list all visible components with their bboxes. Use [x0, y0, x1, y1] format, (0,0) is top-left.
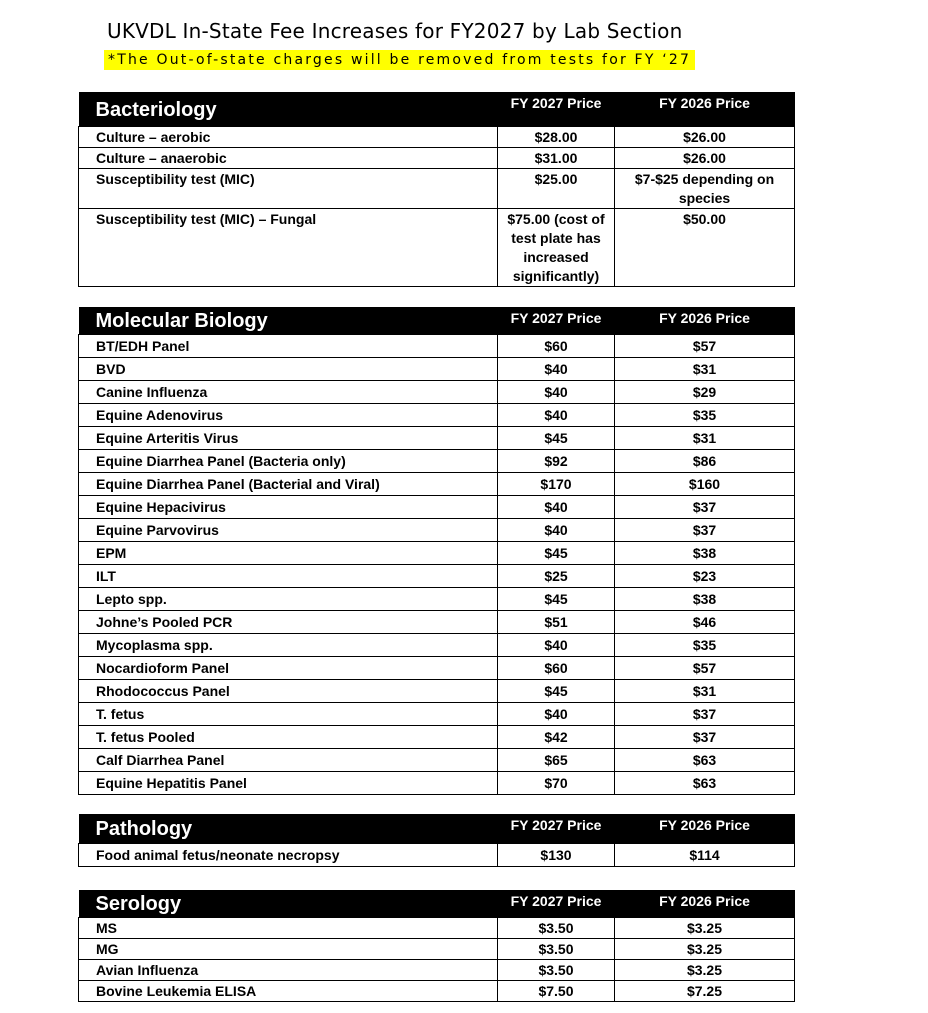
- fy2027-price-cell: $45: [498, 542, 615, 565]
- test-name-cell: Avian Influenza: [79, 960, 498, 981]
- section-title: Pathology: [79, 814, 498, 844]
- fy2026-price-cell: $86: [615, 450, 795, 473]
- test-name-cell: Rhodococcus Panel: [79, 680, 498, 703]
- fy2027-price-cell: $25.00: [498, 169, 615, 209]
- section-header-row: [79, 92, 795, 127]
- fy2026-price-cell: $26.00: [615, 148, 795, 169]
- fy2027-price-cell: $40: [498, 519, 615, 542]
- fy2026-price-cell: $46: [615, 611, 795, 634]
- test-name-cell: BVD: [79, 358, 498, 381]
- table-row: [79, 749, 795, 772]
- fy2027-price-cell: $7.50: [498, 981, 615, 1002]
- table-row: [79, 169, 795, 209]
- table-row: [79, 404, 795, 427]
- bacteriology-table: [78, 92, 795, 287]
- fy2026-price-cell: $23: [615, 565, 795, 588]
- fy2026-price-cell: $38: [615, 588, 795, 611]
- table-row: [79, 381, 795, 404]
- test-name-cell: Equine Parvovirus: [79, 519, 498, 542]
- table-row: [79, 844, 795, 867]
- fy2026-price-cell: $37: [615, 496, 795, 519]
- test-name-cell: Mycoplasma spp.: [79, 634, 498, 657]
- fy2027-price-cell: $40: [498, 381, 615, 404]
- table-row: [79, 127, 795, 148]
- fy2027-price-cell: $25: [498, 565, 615, 588]
- table-row: [79, 519, 795, 542]
- fy2027-price-cell: $3.50: [498, 960, 615, 981]
- test-name-cell: Equine Diarrhea Panel (Bacterial and Viral): [79, 473, 498, 496]
- test-name-cell: ILT: [79, 565, 498, 588]
- table-row: [79, 358, 795, 381]
- test-name-cell: Susceptibility test (MIC): [79, 169, 498, 209]
- fy2027-price-cell: $40: [498, 634, 615, 657]
- table-row: [79, 565, 795, 588]
- molecular-biology-table: [78, 307, 795, 795]
- fy2026-price-cell: $37: [615, 519, 795, 542]
- fy2026-price-cell: $37: [615, 703, 795, 726]
- table-row: [79, 473, 795, 496]
- fy2026-price-cell: $38: [615, 542, 795, 565]
- fy2027-price-cell: $3.50: [498, 939, 615, 960]
- section-title: Molecular Biology: [79, 307, 498, 335]
- test-name-cell: Johne’s Pooled PCR: [79, 611, 498, 634]
- section-header-row: [79, 890, 795, 918]
- table-row: [79, 981, 795, 1002]
- fy2026-price-cell: $35: [615, 404, 795, 427]
- fy2027-price-cell: $51: [498, 611, 615, 634]
- fy2027-column-header: FY 2027 Price: [498, 890, 615, 918]
- fy2026-price-cell: $3.25: [615, 918, 795, 939]
- section-header-row: [79, 814, 795, 844]
- fy2026-price-cell: $3.25: [615, 939, 795, 960]
- test-name-cell: Equine Arteritis Virus: [79, 427, 498, 450]
- fy2026-price-cell: $63: [615, 749, 795, 772]
- table-row: [79, 680, 795, 703]
- table-row: [79, 611, 795, 634]
- table-row: [79, 209, 795, 287]
- fy2027-price-cell: $28.00: [498, 127, 615, 148]
- test-name-cell: Canine Influenza: [79, 381, 498, 404]
- fy2026-price-cell: $35: [615, 634, 795, 657]
- fy2027-price-cell: $92: [498, 450, 615, 473]
- pathology-table: [78, 814, 795, 867]
- fy2026-price-cell: $31: [615, 427, 795, 450]
- fy2026-price-cell: $3.25: [615, 960, 795, 981]
- table-row: [79, 148, 795, 169]
- fy2026-column-header: FY 2026 Price: [615, 814, 795, 844]
- test-name-cell: Culture – anaerobic: [79, 148, 498, 169]
- test-name-cell: MG: [79, 939, 498, 960]
- fy2026-price-cell: $50.00: [615, 209, 795, 287]
- table-row: [79, 427, 795, 450]
- serology-table: [78, 890, 795, 1002]
- fy2027-price-cell: $75.00 (cost of test plate has increased significantly): [498, 209, 615, 287]
- fy2027-price-cell: $40: [498, 703, 615, 726]
- table-row: [79, 703, 795, 726]
- table-row: [79, 726, 795, 749]
- fy2026-price-cell: $160: [615, 473, 795, 496]
- fy2026-price-cell: $7.25: [615, 981, 795, 1002]
- fy2027-column-header: FY 2027 Price: [498, 307, 615, 335]
- fy2027-price-cell: $45: [498, 427, 615, 450]
- test-name-cell: T. fetus Pooled: [79, 726, 498, 749]
- fy2027-price-cell: $130: [498, 844, 615, 867]
- fy2026-price-cell: $63: [615, 772, 795, 795]
- table-row: [79, 335, 795, 358]
- test-name-cell: Lepto spp.: [79, 588, 498, 611]
- fy2027-price-cell: $65: [498, 749, 615, 772]
- test-name-cell: Equine Hepacivirus: [79, 496, 498, 519]
- fy2026-price-cell: $57: [615, 657, 795, 680]
- fy2026-price-cell: $26.00: [615, 127, 795, 148]
- fy2026-price-cell: $37: [615, 726, 795, 749]
- fy2026-price-cell: $57: [615, 335, 795, 358]
- table-row: [79, 496, 795, 519]
- test-name-cell: Food animal fetus/neonate necropsy: [79, 844, 498, 867]
- table-row: [79, 772, 795, 795]
- test-name-cell: Culture – aerobic: [79, 127, 498, 148]
- table-row: [79, 960, 795, 981]
- section-title: Bacteriology: [79, 92, 498, 127]
- fy2026-price-cell: $114: [615, 844, 795, 867]
- test-name-cell: Equine Diarrhea Panel (Bacteria only): [79, 450, 498, 473]
- fy2026-column-header: FY 2026 Price: [615, 890, 795, 918]
- fy2027-price-cell: $40: [498, 404, 615, 427]
- table-row: [79, 634, 795, 657]
- fy2027-price-cell: $60: [498, 335, 615, 358]
- fy2026-column-header: FY 2026 Price: [615, 92, 795, 127]
- fy2027-price-cell: $3.50: [498, 918, 615, 939]
- table-row: [79, 918, 795, 939]
- fy2027-price-cell: $170: [498, 473, 615, 496]
- table-row: [79, 450, 795, 473]
- fy2026-price-cell: $31: [615, 680, 795, 703]
- test-name-cell: Susceptibility test (MIC) – Fungal: [79, 209, 498, 287]
- fy2026-price-cell: $29: [615, 381, 795, 404]
- fy2027-price-cell: $45: [498, 588, 615, 611]
- fy2027-column-header: FY 2027 Price: [498, 92, 615, 127]
- fy2026-price-cell: $7-$25 depending on species: [615, 169, 795, 209]
- page-title: UKVDL In-State Fee Increases for FY2027 by Lab Section: [107, 19, 683, 43]
- fy2027-price-cell: $31.00: [498, 148, 615, 169]
- table-row: [79, 657, 795, 680]
- table-row: [79, 542, 795, 565]
- highlighted-note: *The Out-of-state charges will be removed from tests for FY ‘27: [104, 50, 695, 70]
- fy2027-price-cell: $42: [498, 726, 615, 749]
- fy2027-price-cell: $45: [498, 680, 615, 703]
- test-name-cell: Equine Adenovirus: [79, 404, 498, 427]
- test-name-cell: Equine Hepatitis Panel: [79, 772, 498, 795]
- section-title: Serology: [79, 890, 498, 918]
- fy2027-price-cell: $70: [498, 772, 615, 795]
- test-name-cell: Calf Diarrhea Panel: [79, 749, 498, 772]
- fy2026-column-header: FY 2026 Price: [615, 307, 795, 335]
- test-name-cell: EPM: [79, 542, 498, 565]
- fy2026-price-cell: $31: [615, 358, 795, 381]
- test-name-cell: BT/EDH Panel: [79, 335, 498, 358]
- test-name-cell: Bovine Leukemia ELISA: [79, 981, 498, 1002]
- test-name-cell: MS: [79, 918, 498, 939]
- test-name-cell: Nocardioform Panel: [79, 657, 498, 680]
- fy2027-price-cell: $40: [498, 358, 615, 381]
- section-header-row: [79, 307, 795, 335]
- table-row: [79, 939, 795, 960]
- test-name-cell: T. fetus: [79, 703, 498, 726]
- fy2027-price-cell: $40: [498, 496, 615, 519]
- fy2027-price-cell: $60: [498, 657, 615, 680]
- fy2027-column-header: FY 2027 Price: [498, 814, 615, 844]
- table-row: [79, 588, 795, 611]
